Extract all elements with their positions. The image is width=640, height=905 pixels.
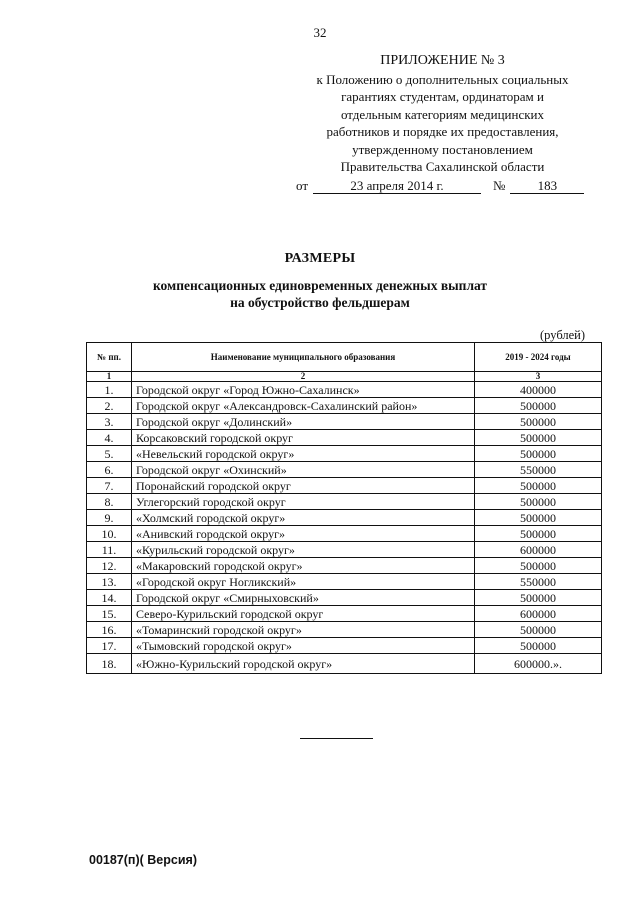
row-amount: 600000.». [475,654,602,674]
row-number: 14. [87,590,132,606]
row-amount: 400000 [475,382,602,398]
row-number: 7. [87,478,132,494]
row-municipality: Поронайский городской округ [132,478,475,494]
row-number: 17. [87,638,132,654]
table-row [87,590,602,606]
number-sign: № [493,178,506,193]
row-number: 5. [87,446,132,462]
appendix-block [290,52,595,176]
subtitle-line: на обустройство фельдшерам [230,295,410,310]
row-amount: 500000 [475,478,602,494]
row-municipality: «Томаринский городской округ» [132,622,475,638]
appendix-line: утвержденному постановлением [352,141,533,157]
table-row [87,382,602,398]
row-municipality: Городской округ «Долинский» [132,414,475,430]
document-title: РАЗМЕРЫ [284,251,356,266]
row-municipality: «Холмский городской округ» [132,510,475,526]
row-amount: 500000 [475,526,602,542]
row-amount: 500000 [475,558,602,574]
row-amount: 500000 [475,622,602,638]
row-amount: 550000 [475,574,602,590]
row-municipality: Городской округ «Охинский» [132,462,475,478]
row-municipality: Городской округ «Александровск-Сахалинский район» [132,398,475,414]
payments-table [86,342,602,674]
table-row [87,446,602,462]
row-number: 10. [87,526,132,542]
row-municipality: Городской округ «Смирныховский» [132,590,475,606]
table-row [87,526,602,542]
row-number: 16. [87,622,132,638]
row-amount: 500000 [475,398,602,414]
row-municipality: «Анивский городской округ» [132,526,475,542]
approval-date: 23 апреля 2014 г. [313,179,481,194]
table-row [87,478,602,494]
table-row [87,638,602,654]
row-municipality: «Городской округ Ногликский» [132,574,475,590]
row-amount: 500000 [475,638,602,654]
row-amount: 600000 [475,606,602,622]
row-amount: 500000 [475,430,602,446]
row-amount: 500000 [475,590,602,606]
appendix-line: к Положению о дополнительных социальных [316,71,569,87]
row-municipality: «Южно-Курильский городской округ» [132,654,475,674]
row-municipality: «Невельский городской округ» [132,446,475,462]
header-years: 2019 - 2024 годы [475,343,602,372]
row-number: 15. [87,606,132,622]
row-number: 6. [87,462,132,478]
table-row [87,398,602,414]
row-municipality: Углегорский городской округ [132,494,475,510]
document-subtitle [0,277,640,311]
page-number: 32 [313,25,327,40]
table-row [87,494,602,510]
table-row [87,622,602,638]
header-num: № пп. [87,343,132,372]
column-index: 2 [132,372,475,382]
appendix-line: работников и порядке их предоставления, [326,124,559,139]
row-municipality: Городской округ «Город Южно-Сахалинск» [132,382,475,398]
approval-line [296,178,596,194]
appendix-line: гарантиях студентам, ординаторам и [341,89,544,104]
table-row [87,558,602,574]
row-number: 18. [87,654,132,674]
footer-code: 00187(п)( Версия) [89,853,197,867]
row-amount: 550000 [475,462,602,478]
row-number: 11. [87,542,132,558]
subtitle-line: компенсационных единовременных денежных выплат [152,278,488,293]
column-index: 1 [87,372,132,382]
appendix-line: отдельным категориям медицинских [340,106,545,122]
appendix-heading: ПРИЛОЖЕНИЕ № 3 [380,53,505,68]
row-number: 8. [87,494,132,510]
row-municipality: Северо-Курильский городской округ [132,606,475,622]
units-label: (рублей) [540,328,586,342]
row-municipality: «Тымовский городской округ» [132,638,475,654]
column-index-row [87,372,602,382]
row-municipality: «Макаровский городской округ» [132,558,475,574]
row-number: 3. [87,414,132,430]
column-index: 3 [475,372,602,382]
table-row [87,430,602,446]
table-row [87,510,602,526]
row-number: 4. [87,430,132,446]
row-number: 2. [87,398,132,414]
end-rule [300,738,373,739]
row-amount: 500000 [475,446,602,462]
appendix-line: Правительства Сахалинской области [340,159,545,174]
row-number: 13. [87,574,132,590]
row-number: 12. [87,558,132,574]
row-amount: 500000 [475,494,602,510]
table-row [87,462,602,478]
row-amount: 500000 [475,414,602,430]
from-label: от [296,178,309,193]
header-name: Наименование муниципального образования [132,343,475,372]
row-municipality: «Курильский городской округ» [132,542,475,558]
row-municipality: Корсаковский городской округ [132,430,475,446]
table-row [87,606,602,622]
row-amount: 600000 [475,542,602,558]
row-amount: 500000 [475,510,602,526]
row-number: 9. [87,510,132,526]
table-header-row [87,343,602,372]
table-row [87,414,602,430]
table-row [87,654,602,674]
table-row [87,574,602,590]
row-number: 1. [87,382,132,398]
table-row [87,542,602,558]
approval-number: 183 [510,179,584,194]
